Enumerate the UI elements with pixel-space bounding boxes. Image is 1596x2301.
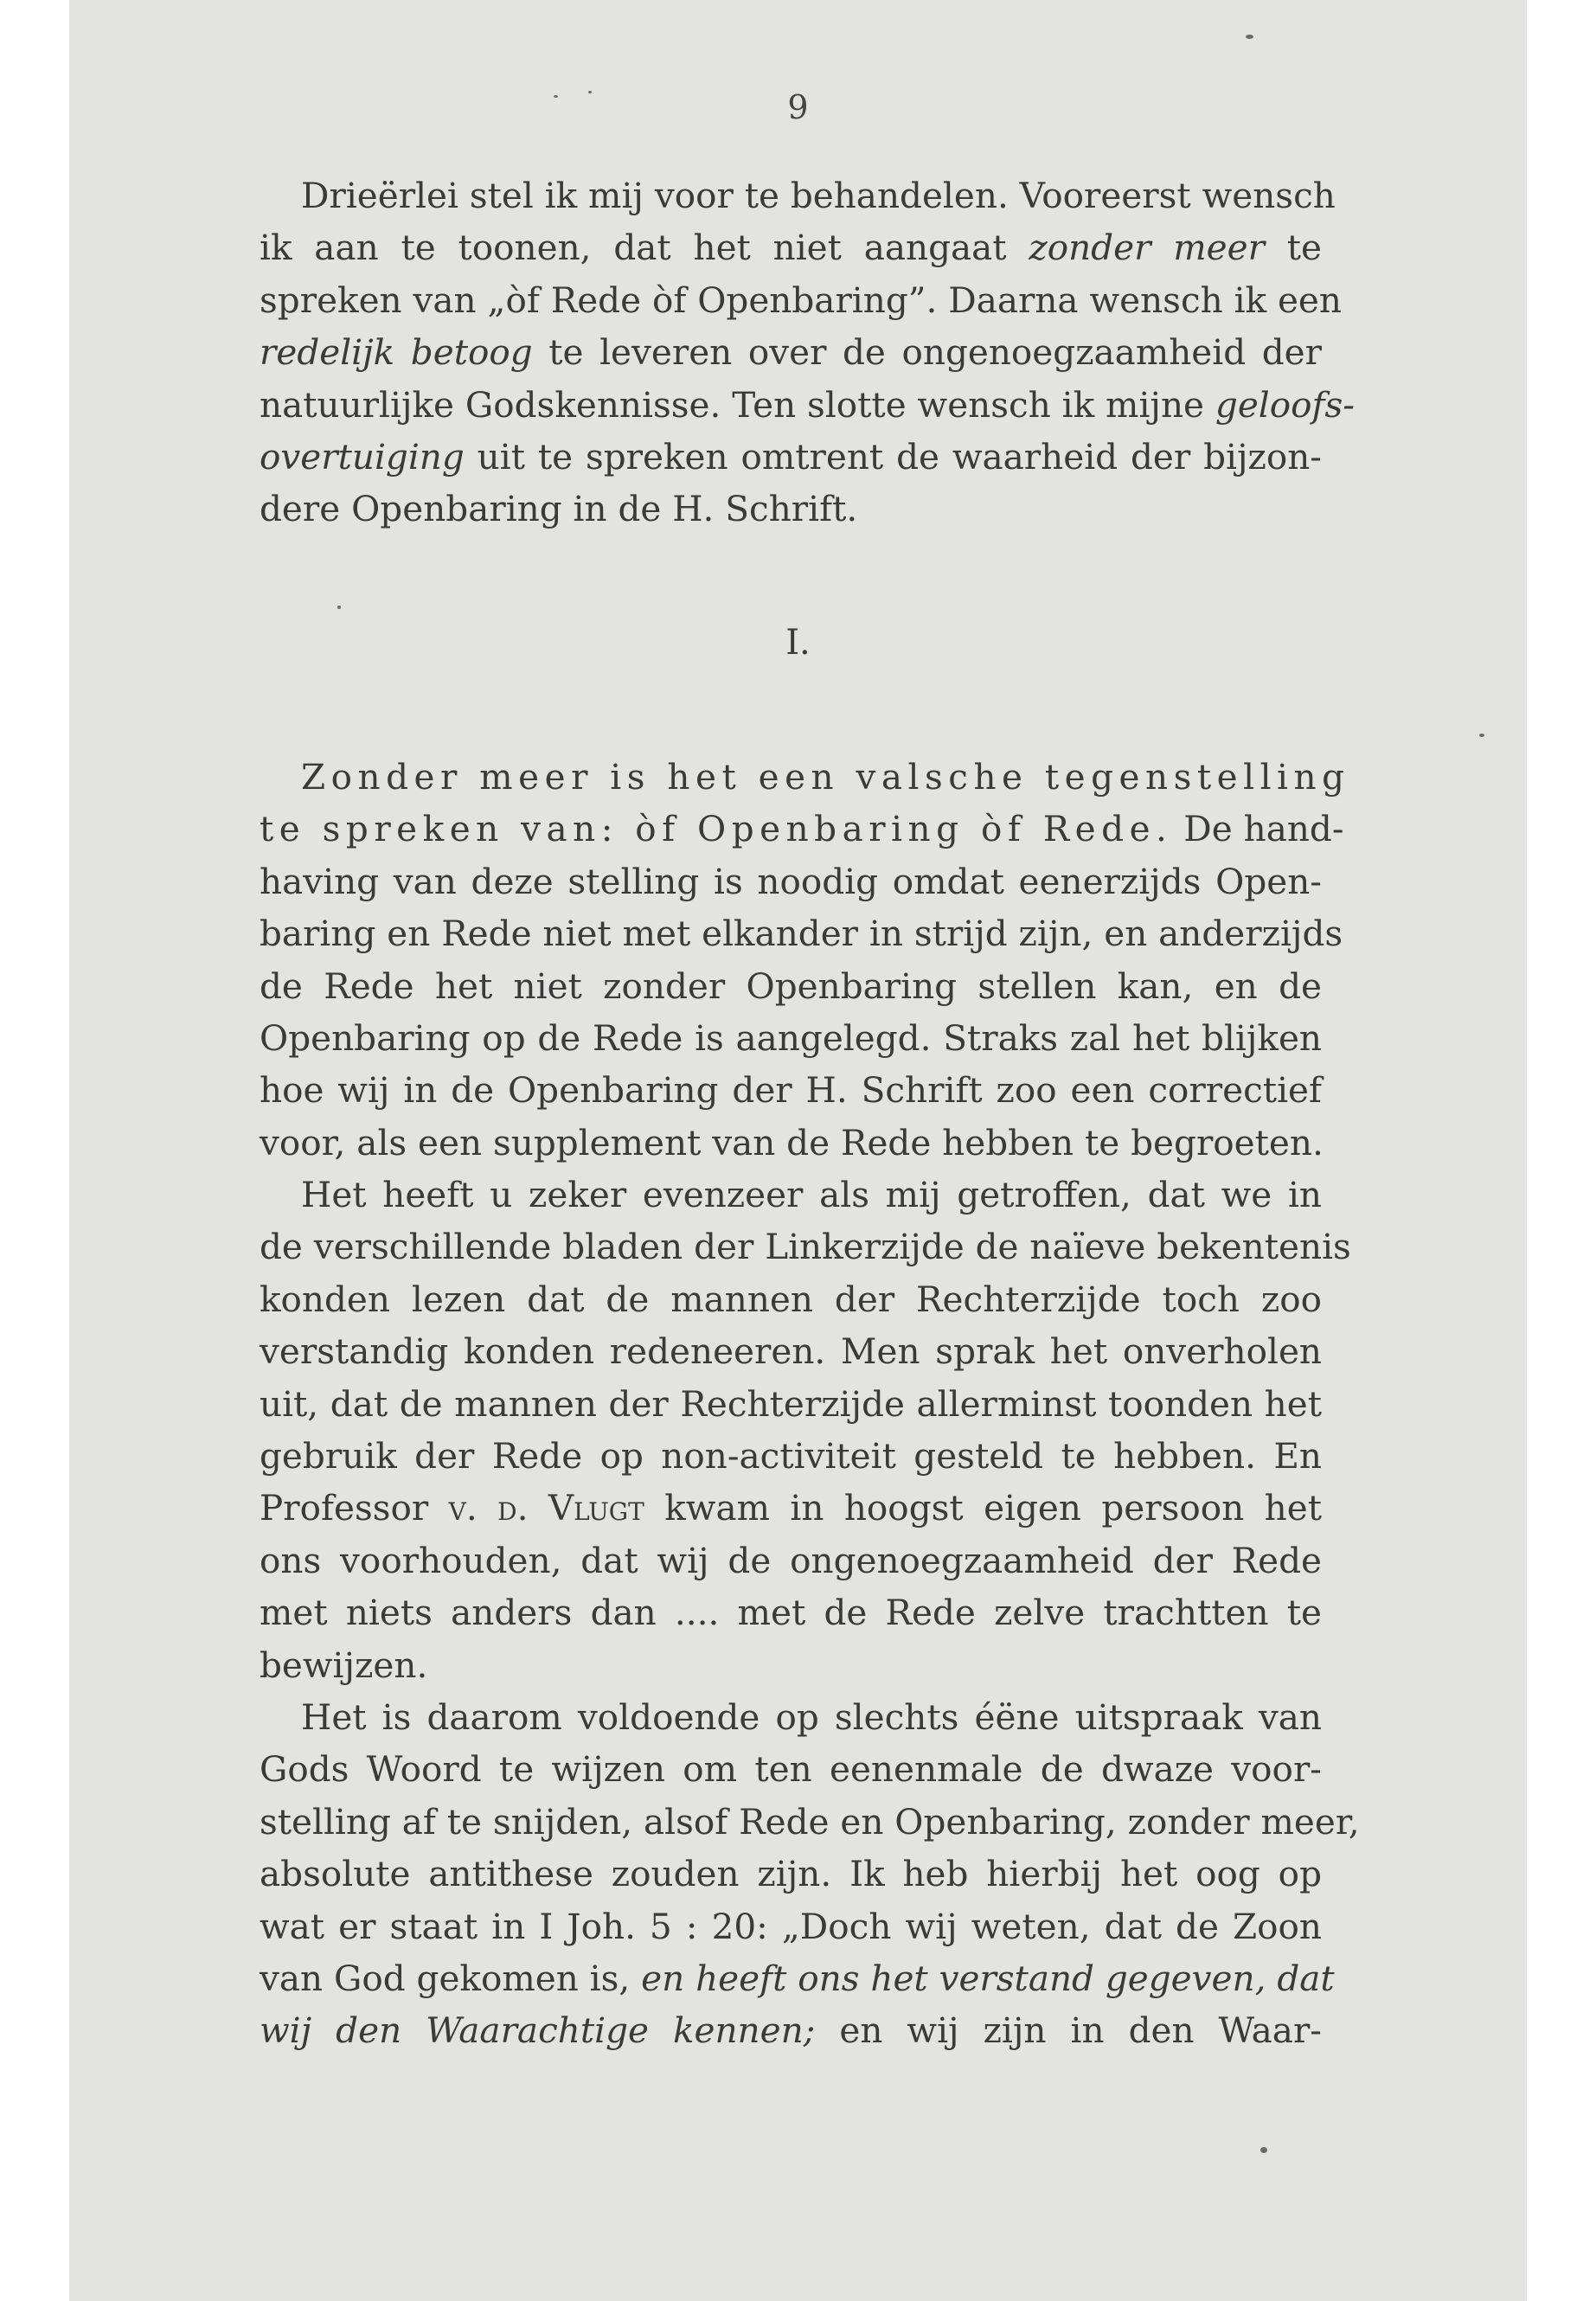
text-line bbox=[260, 803, 1344, 855]
text-line: gebruik der Rede op non-activiteit gesteld te hebben. En bbox=[260, 1434, 1322, 1477]
text-segment: natuurlijke Godskennisse. Ten slotte wensch ik mijne bbox=[260, 383, 1215, 426]
text-line: hoe wij in de Openbaring der H. Schrift zoo een correctief bbox=[260, 1069, 1322, 1112]
text-line: de verschillende bladen der Linkerzijde de naïeve bekentenis bbox=[260, 1226, 1351, 1268]
text-segment: uit te spreken omtrent de waarheid der bijzon- bbox=[464, 435, 1322, 478]
text-line: having van deze stelling is noodig omdat eenerzijds Open- bbox=[260, 860, 1322, 902]
text-line: met niets anders dan .... met de Rede zelve trachtten te bbox=[260, 1592, 1322, 1634]
text-segment: ik aan te toonen, dat het niet aangaat bbox=[260, 227, 1029, 269]
small-caps-name: v. d. Vlugt bbox=[448, 1487, 644, 1529]
text-line: Drieërlei stel ik mij voor te behandelen. Vooreerst wensch bbox=[301, 175, 1336, 216]
text-line bbox=[260, 379, 1355, 431]
text-segment: kwam in hoogst eigen persoon het bbox=[644, 1487, 1322, 1529]
paragraph-3 bbox=[260, 1691, 1360, 2057]
italic-quote: en heeft ons het verstand gegeven, dat bbox=[641, 1957, 1335, 1999]
text-line bbox=[260, 1952, 1335, 2004]
text-segment: van God gekomen is, bbox=[260, 1957, 642, 1999]
text-line: Het heeft u zeker evenzeer als mij getroffen, dat we in bbox=[301, 1174, 1322, 1215]
section-heading: I. bbox=[785, 623, 811, 663]
italic-quote: wij den Waarachtige kennen; bbox=[260, 2009, 816, 2052]
text-line: Openbaring op de Rede is aangelegd. Straks zal het blijken bbox=[260, 1016, 1322, 1059]
text-line: uit, dat de mannen der Rechterzijde allerminst toonden het bbox=[260, 1382, 1322, 1425]
text-line bbox=[260, 2004, 1322, 2056]
paragraph-2 bbox=[260, 1169, 1351, 1691]
text-line: ons voorhouden, dat wij de ongenoegzaamheid der Rede bbox=[260, 1539, 1322, 1581]
scan-speck bbox=[1260, 2147, 1267, 2153]
text-line bbox=[260, 221, 1322, 273]
text-line: stelling af te snijden, alsof Rede en Openbaring, zonder meer, bbox=[260, 1800, 1360, 1843]
text-segment: te leveren over de ongenoegzaamheid der bbox=[532, 331, 1322, 374]
italic-emphasis: redelijk betoog bbox=[260, 331, 533, 374]
text-line bbox=[260, 431, 1322, 483]
text-line: voor, als een supplement van de Rede hebben te begroeten. bbox=[260, 1121, 1324, 1163]
text-segment: De hand- bbox=[1172, 808, 1344, 850]
text-line bbox=[260, 326, 1322, 378]
italic-emphasis: geloofs- bbox=[1215, 383, 1355, 426]
scan-speck bbox=[337, 606, 341, 609]
text-line: verstandig konden redeneeren. Men sprak het onverholen bbox=[260, 1330, 1322, 1373]
scanned-page bbox=[69, 0, 1527, 2301]
text-line: baring en Rede niet met elkander in strijd zijn, en anderzijds bbox=[260, 913, 1343, 955]
paragraph-1 bbox=[260, 751, 1350, 1169]
spaced-emphasis: te spreken van: òf Openbaring òf Rede. bbox=[260, 808, 1173, 850]
text-line: dere Openbaring in de H. Schrift. bbox=[260, 488, 858, 530]
text-segment: te bbox=[1264, 227, 1322, 269]
text-segment: en wij zijn in den Waar- bbox=[815, 2009, 1322, 2052]
text-line: bewijzen. bbox=[260, 1644, 428, 1686]
text-line: spreken van „òf Rede òf Openbaring”. Daarna wensch ik een bbox=[260, 279, 1342, 321]
text-segment: Professor bbox=[260, 1487, 449, 1529]
text-line: Zonder meer is het een valsche tegenstelling bbox=[301, 756, 1350, 798]
text-line: Het is daarom voldoende op slechts éëne uitspraak van bbox=[301, 1696, 1322, 1738]
text-line: Gods Woord te wijzen om ten eenenmale de dwaze voor- bbox=[260, 1748, 1322, 1791]
scan-speck bbox=[1479, 734, 1484, 737]
intro-paragraph bbox=[260, 170, 1355, 535]
text-line: wat er staat in I Joh. 5 : 20: „Doch wij weten, dat de Zoon bbox=[260, 1905, 1322, 1947]
text-line bbox=[260, 1482, 1322, 1534]
text-line: de Rede het niet zonder Openbaring stellen kan, en de bbox=[260, 965, 1322, 1007]
scan-speck bbox=[1246, 35, 1253, 39]
page-number: 9 bbox=[787, 88, 809, 126]
italic-emphasis: overtuiging bbox=[260, 435, 465, 478]
text-line: konden lezen dat de mannen der Rechterzijde toch zoo bbox=[260, 1278, 1322, 1320]
text-line: absolute antithese zouden zijn. Ik heb hierbij het oog op bbox=[260, 1853, 1322, 1895]
italic-emphasis: zonder meer bbox=[1029, 227, 1265, 269]
